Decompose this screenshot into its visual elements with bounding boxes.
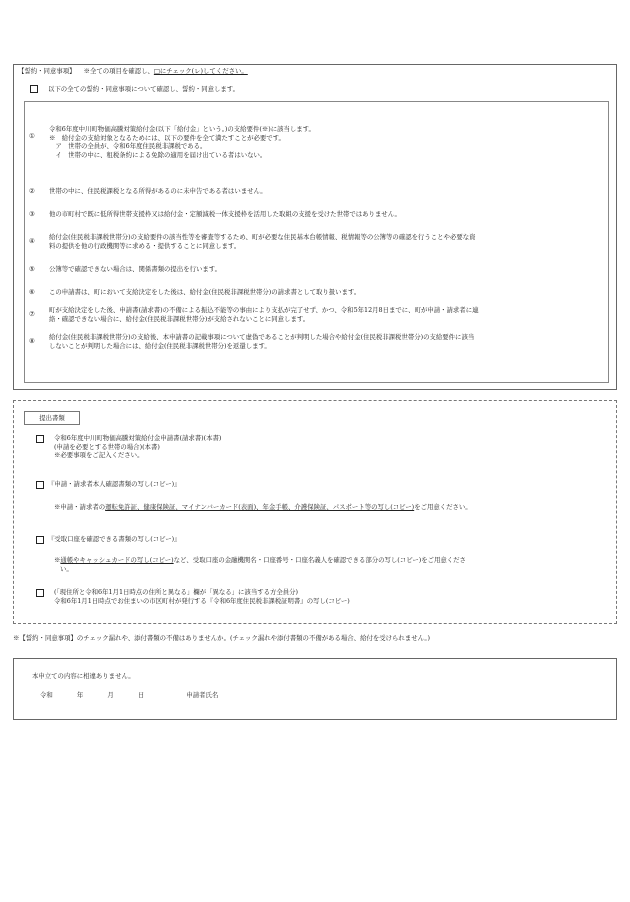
year-label: 年: [76, 691, 84, 699]
documents-title-box: [24, 411, 80, 425]
doc-4-checkbox[interactable]: [36, 589, 44, 597]
oath-header-note-underlined: □にチェック(レ)してください。: [153, 67, 248, 75]
oath-item-number: ③: [29, 210, 35, 218]
doc-2-note-pre: ※申請・請求者の: [54, 503, 106, 511]
documents-section: [13, 400, 617, 624]
oath-item-line: 絡・確認できない場合に、給付金(住民税非課税世帯分)が支給されないことに同意します。: [49, 314, 310, 323]
doc-2-note: [54, 503, 614, 512]
doc-3-checkbox[interactable]: [36, 536, 44, 544]
oath-item: [29, 125, 601, 160]
doc-3-note: [54, 556, 614, 573]
date-row: [40, 691, 540, 700]
oath-item-line: イ 世帯の中に、租税条約による免除の適用を届け出ている者はいない。: [49, 150, 267, 159]
signature-section: [13, 658, 617, 720]
oath-item-number: ⑦: [29, 310, 35, 318]
oath-item-line: この申請書は、町において支給決定をした後は、給付金(住民税非課税世帯分)の請求書として取り扱います。: [49, 288, 361, 296]
doc-1-line: (申請を必要とする世帯の場合)(本書): [54, 442, 160, 451]
agree-all-checkbox[interactable]: [30, 85, 38, 93]
oath-item-line: 他の市町村で既に低所得世帯支援枠又は給付金・定額減税一体支援枠を活用した取組の支援を受けた世帯ではありません。: [49, 210, 401, 218]
statement-text: 本申立ての内容に相違ありません。: [32, 672, 135, 680]
oath-item: [29, 288, 601, 297]
oath-item-number: ②: [29, 187, 35, 195]
oath-item: [29, 233, 601, 250]
doc-2-note-underlined: 運転免許証、健康保険証、マイナンバーカード(表面)、年金手帳、介護保険証、パスポート等の写し(コピー): [105, 503, 415, 511]
doc-4-line: (「現住所と令和6年1月1日時点の住所と異なる」欄が「異なる」に該当する方全員分): [54, 588, 299, 596]
oath-header: [18, 67, 248, 76]
doc-3-note-mid: など、受取口座の金融機関名・口座番号・口座名義人を確認できる部分の写し(コピー)をご用意くださ: [173, 556, 466, 564]
oath-item: [29, 265, 601, 274]
oath-items-box: [24, 101, 609, 383]
era-label: 令和: [40, 691, 53, 699]
warning-text: ※【誓約・同意事項】のチェック漏れや、添付書類の不備はありませんか。(チェック漏れや添付書類の不備がある場合、給付を受けられません。): [13, 634, 431, 642]
oath-item-number: ⑧: [29, 337, 35, 345]
doc-3-note-underlined: 通帳やキャッシュカードの写し(コピー): [60, 556, 174, 564]
doc-item-1[interactable]: [36, 434, 596, 460]
oath-item-line: 世帯の中に、住民税課税となる所得があるのに未申告である者はいません。: [49, 187, 267, 195]
day-label: 日: [137, 691, 145, 699]
doc-2-title: 『申請・請求者本人確認書類の写し(コピー)』: [48, 480, 181, 488]
oath-item: [29, 210, 601, 219]
doc-3-title: 『受取口座を確認できる書類の写し(コピー)』: [48, 535, 181, 543]
oath-header-note: ※全ての項目を確認し、: [83, 67, 154, 75]
oath-item-line: ア 世帯の全員が、令和6年度住民税非課税である。: [49, 142, 207, 151]
oath-item-line: しないことが判明した場合には、給付金(住民税非課税世帯分)を返還します。: [49, 341, 271, 350]
oath-item: [29, 187, 601, 196]
oath-item-number: ⑥: [29, 288, 35, 296]
doc-item-3[interactable]: [36, 535, 606, 544]
oath-item: [29, 333, 601, 350]
oath-header-label: 【誓約・同意事項】: [18, 67, 76, 75]
oath-item-number: ①: [29, 132, 35, 140]
oath-item-line: 料の提供を他の行政機関等に求める・提供することに同意します。: [49, 241, 241, 250]
doc-1-line: 令和6年度中川町物価高騰対策給付金申請書(請求書)(本書): [54, 434, 222, 442]
oath-section: [13, 64, 617, 390]
doc-item-2[interactable]: [36, 480, 606, 489]
month-label: 月: [107, 691, 114, 699]
oath-item-number: ④: [29, 237, 35, 245]
oath-item-line: 給付金(住民税非課税世帯分)の支給後、本申請書の記載事項について虚偽であることが判明した場合や給付金(住民税非課税世帯分)の支給要件に該当: [49, 333, 475, 341]
doc-1-line: ※必要事項をご記入ください。: [54, 451, 144, 460]
name-label: 申請者氏名: [186, 691, 219, 699]
oath-item-line: 公簿等で確認できない場合は、関係書類の提出を行います。: [49, 265, 222, 273]
doc-1-checkbox[interactable]: [36, 435, 44, 443]
oath-item-line: 給付金(住民税非課税世帯分)の支給要件の該当性等を審査等するため、町が必要な住民基本台帳情報、税情報等の公簿等の確認を行うことや必要な資: [49, 233, 476, 241]
oath-item-number: ⑤: [29, 265, 35, 273]
oath-item-line: 町が支給決定をした後、申請書(請求書)の不備による振込不能等の事由により支払が完了せず、かつ、令和5年12月8日までに、町が申請・請求者に連: [49, 306, 479, 314]
doc-2-checkbox[interactable]: [36, 481, 44, 489]
agree-all-label: 以下の全ての誓約・同意事項について確認し、誓約・同意します。: [48, 85, 240, 93]
oath-item-line: ※ 給付金の支給対象となるためには、以下の要件を全て満たすことが必要です。: [49, 133, 285, 142]
oath-item: [29, 306, 601, 323]
doc-item-4[interactable]: [36, 588, 606, 605]
agree-all-row[interactable]: [30, 85, 590, 94]
doc-2-note-post: をご用意ください。: [414, 503, 472, 511]
doc-4-line: 令和6年1月1日時点でお住まいの市区町村が発行する『令和6年度住民税非課税証明書』の写し(コピー): [54, 596, 350, 605]
doc-3-note-line2: い。: [60, 564, 73, 573]
oath-item-line: 令和6年度中川町物価高騰対策給付金(以下「給付金」という。)の支給要件(※)に該当します。: [49, 125, 315, 133]
doc-3-note-pre: ※: [54, 556, 61, 564]
documents-title: 提出書類: [39, 414, 65, 422]
